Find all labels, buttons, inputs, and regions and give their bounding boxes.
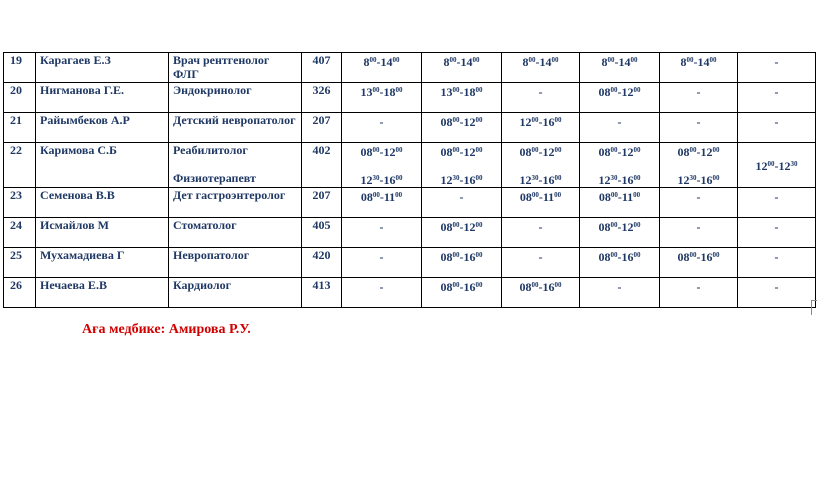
time-range	[380, 280, 384, 294]
doctor-name: Нигманова Г.Е.	[36, 83, 169, 113]
time-hours: -12	[459, 220, 476, 234]
time-minutes: 00	[554, 174, 562, 182]
time-minutes: 00	[610, 146, 618, 154]
time-range	[697, 280, 701, 294]
day-hours	[660, 113, 738, 143]
time-minutes: 00	[712, 174, 720, 182]
doctor-specialty: Кардиолог	[169, 278, 302, 308]
time-minutes: 00	[551, 56, 559, 64]
doctor-name: Нечаева Е.В	[36, 278, 169, 308]
time-hours: 08	[519, 145, 532, 159]
day-hours	[422, 248, 502, 278]
time-minutes: 00	[531, 146, 539, 154]
day-hours	[580, 248, 660, 278]
row-number: 23	[4, 188, 36, 218]
time-minutes: 00	[531, 116, 539, 124]
doctor-specialty: Дет гастроэнтеролог	[169, 188, 302, 218]
time-range	[697, 220, 701, 234]
day-hours	[660, 143, 738, 188]
time-range	[441, 220, 483, 234]
time-minutes: 00	[689, 251, 697, 259]
time-range	[346, 173, 417, 187]
time-hours: -	[379, 220, 384, 234]
time-range	[539, 250, 543, 264]
time-minutes: 00	[767, 160, 775, 168]
time-range	[441, 145, 483, 159]
doctor-specialty: Невропатолог	[169, 248, 302, 278]
time-minutes: 00	[531, 281, 539, 289]
time-minutes: 00	[369, 56, 377, 64]
room-number: 326	[302, 83, 342, 113]
time-hours: 12	[677, 173, 690, 187]
time-hours: 8	[363, 55, 370, 69]
time-hours: 08	[440, 250, 453, 264]
time-hours: 08	[598, 85, 611, 99]
time-minutes: 00	[610, 191, 618, 199]
time-minutes: 00	[633, 174, 641, 182]
time-hours: -	[774, 190, 779, 204]
table-row	[4, 218, 816, 248]
day-hours	[580, 53, 660, 83]
time-hours: -16	[538, 173, 555, 187]
day-hours	[422, 218, 502, 248]
day-hours	[738, 83, 816, 113]
time-range	[756, 159, 798, 173]
day-hours	[738, 143, 816, 188]
time-range	[775, 190, 779, 204]
time-range	[364, 55, 400, 69]
doctor-name: Мухамадиева Г	[36, 248, 169, 278]
time-range	[599, 190, 640, 204]
time-hours: -	[696, 220, 701, 234]
time-range	[697, 115, 701, 129]
day-hours	[660, 248, 738, 278]
time-minutes: 00	[392, 56, 400, 64]
day-hours	[580, 188, 660, 218]
time-hours: 08	[440, 280, 453, 294]
time-hours: -16	[459, 250, 476, 264]
time-hours: -	[774, 115, 779, 129]
time-minutes: 00	[472, 56, 480, 64]
time-hours: 12	[519, 173, 532, 187]
day-hours	[422, 83, 502, 113]
time-range	[441, 85, 483, 99]
time-range	[539, 220, 543, 234]
time-range	[441, 280, 483, 294]
time-hours: -	[774, 220, 779, 234]
doctor-name: Каримова С.Б	[36, 143, 169, 188]
table-row	[4, 248, 816, 278]
day-hours	[502, 278, 580, 308]
time-minutes: 00	[395, 174, 403, 182]
room-number: 402	[302, 143, 342, 188]
time-minutes: 30	[531, 174, 539, 182]
time-minutes: 00	[712, 251, 720, 259]
time-hours: -16	[617, 250, 634, 264]
day-hours	[502, 53, 580, 83]
time-range	[618, 115, 622, 129]
time-range	[520, 280, 562, 294]
room-number: 405	[302, 218, 342, 248]
time-range	[380, 220, 384, 234]
day-hours	[738, 53, 816, 83]
time-minutes: 00	[633, 86, 641, 94]
time-minutes: 00	[475, 251, 483, 259]
time-minutes: 30	[610, 174, 618, 182]
time-hours: 13	[440, 85, 453, 99]
time-minutes: 00	[709, 56, 717, 64]
row-number: 24	[4, 218, 36, 248]
day-hours	[502, 188, 580, 218]
time-hours: 08	[360, 145, 373, 159]
day-hours	[738, 248, 816, 278]
time-hours: -	[774, 280, 779, 294]
time-range	[361, 190, 402, 204]
time-range	[441, 250, 483, 264]
time-range	[584, 173, 655, 187]
time-range	[441, 115, 483, 129]
day-hours	[342, 278, 422, 308]
time-hours: -11	[617, 190, 634, 204]
room-number: 420	[302, 248, 342, 278]
time-hours: -16	[538, 280, 555, 294]
time-hours: -	[774, 250, 779, 264]
time-hours: -	[617, 280, 622, 294]
time-minutes: 00	[452, 86, 460, 94]
time-range	[775, 115, 779, 129]
day-hours	[422, 278, 502, 308]
room-number: 207	[302, 113, 342, 143]
time-hours: 08	[440, 115, 453, 129]
time-minutes: 00	[610, 221, 618, 229]
time-minutes: 00	[554, 281, 562, 289]
time-hours: -12	[774, 159, 791, 173]
time-range	[697, 85, 701, 99]
day-hours	[342, 143, 422, 188]
time-hours: -16	[617, 173, 634, 187]
time-hours: -	[696, 85, 701, 99]
day-hours	[580, 218, 660, 248]
row-number: 20	[4, 83, 36, 113]
time-range	[681, 55, 717, 69]
day-hours	[502, 113, 580, 143]
day-hours	[502, 83, 580, 113]
room-number: 407	[302, 53, 342, 83]
doctor-specialty: Врач рентгенолог ФЛГ	[169, 53, 302, 83]
time-hours: 08	[519, 190, 532, 204]
time-range	[775, 220, 779, 234]
day-hours	[660, 53, 738, 83]
time-minutes: 00	[633, 191, 641, 199]
time-hours: -18	[459, 85, 476, 99]
time-hours: -	[696, 115, 701, 129]
time-hours: 12	[360, 173, 373, 187]
time-hours: -16	[379, 173, 396, 187]
time-range	[380, 250, 384, 264]
time-hours: -	[696, 280, 701, 294]
time-minutes: 00	[395, 191, 403, 199]
schedule-table	[3, 52, 816, 308]
time-minutes: 30	[790, 160, 798, 168]
doctor-name: Исмайлов М	[36, 218, 169, 248]
time-minutes: 00	[610, 251, 618, 259]
time-minutes: 00	[475, 221, 483, 229]
day-hours	[502, 143, 580, 188]
time-hours: -16	[459, 173, 476, 187]
time-hours: 08	[360, 190, 373, 204]
time-hours: 12	[598, 173, 611, 187]
time-minutes: 00	[395, 146, 403, 154]
day-hours	[738, 188, 816, 218]
time-range	[539, 85, 543, 99]
time-range	[361, 145, 403, 159]
specialty-primary: Реабилитолог	[173, 143, 248, 157]
time-minutes: 00	[449, 56, 457, 64]
time-hours: -12	[379, 145, 396, 159]
time-minutes: 00	[372, 146, 380, 154]
time-hours: -14	[693, 55, 710, 69]
specialty-secondary: Физиотерапевт	[173, 171, 256, 185]
time-range	[523, 55, 559, 69]
time-hours: -18	[379, 85, 396, 99]
table-row	[4, 188, 816, 218]
time-hours: -	[379, 280, 384, 294]
time-range	[426, 173, 497, 187]
time-hours: -14	[535, 55, 552, 69]
time-range	[775, 280, 779, 294]
doctor-name: Райымбеков А.Р	[36, 113, 169, 143]
time-minutes: 00	[633, 221, 641, 229]
day-hours	[580, 278, 660, 308]
time-minutes: 00	[475, 281, 483, 289]
time-hours: -	[538, 220, 543, 234]
time-hours: 13	[360, 85, 373, 99]
time-hours: 8	[443, 55, 450, 69]
time-hours: -	[774, 55, 779, 69]
row-number: 26	[4, 278, 36, 308]
time-range	[520, 145, 562, 159]
time-hours: -	[538, 85, 543, 99]
time-minutes: 00	[633, 251, 641, 259]
doctor-specialty	[169, 143, 302, 188]
time-hours: -	[617, 115, 622, 129]
time-hours: 08	[677, 250, 690, 264]
time-minutes: 00	[554, 146, 562, 154]
time-range	[697, 190, 701, 204]
time-hours: -	[538, 250, 543, 264]
time-range	[599, 220, 641, 234]
time-hours: -14	[456, 55, 473, 69]
time-minutes: 00	[531, 191, 539, 199]
time-range	[678, 145, 720, 159]
time-minutes: 00	[554, 116, 562, 124]
day-hours	[660, 278, 738, 308]
time-hours: 08	[519, 280, 532, 294]
day-hours	[660, 83, 738, 113]
day-hours	[342, 113, 422, 143]
time-range	[618, 280, 622, 294]
head-nurse-signature: Аға медбике: Амирова Р.У.	[82, 322, 251, 337]
time-hours: 12	[519, 115, 532, 129]
time-hours: 08	[598, 190, 611, 204]
doctor-name: Карагаев Е.З	[36, 53, 169, 83]
time-hours: -11	[379, 190, 396, 204]
day-hours	[738, 278, 816, 308]
time-hours: -	[459, 190, 464, 204]
time-range	[460, 190, 464, 204]
time-minutes: 00	[475, 174, 483, 182]
time-hours: 08	[440, 145, 453, 159]
day-hours	[422, 113, 502, 143]
time-range	[664, 173, 733, 187]
time-minutes: 00	[607, 56, 615, 64]
day-hours	[502, 218, 580, 248]
day-hours	[660, 218, 738, 248]
time-minutes: 00	[712, 146, 720, 154]
day-hours	[342, 188, 422, 218]
day-hours	[580, 143, 660, 188]
day-hours	[342, 218, 422, 248]
room-number: 413	[302, 278, 342, 308]
time-hours: -12	[459, 145, 476, 159]
time-hours: 8	[680, 55, 687, 69]
day-hours	[422, 188, 502, 218]
row-number: 21	[4, 113, 36, 143]
time-range	[520, 115, 562, 129]
time-hours: 8	[601, 55, 608, 69]
time-minutes: 00	[630, 56, 638, 64]
doctor-specialty: Эндокринолог	[169, 83, 302, 113]
time-range	[599, 145, 641, 159]
time-hours: -16	[459, 280, 476, 294]
table-row	[4, 143, 816, 188]
time-range	[444, 55, 480, 69]
time-hours: -12	[617, 220, 634, 234]
time-range	[775, 250, 779, 264]
time-range	[506, 173, 575, 187]
time-range	[599, 250, 641, 264]
time-minutes: 00	[475, 116, 483, 124]
time-hours: -	[379, 115, 384, 129]
day-hours	[502, 248, 580, 278]
time-hours: 12	[440, 173, 453, 187]
time-hours: 08	[598, 220, 611, 234]
day-hours	[422, 143, 502, 188]
time-hours: -	[696, 190, 701, 204]
time-range	[602, 55, 638, 69]
room-number: 207	[302, 188, 342, 218]
time-hours: 8	[522, 55, 529, 69]
time-hours: 08	[677, 145, 690, 159]
doctor-specialty: Стоматолог	[169, 218, 302, 248]
doctor-specialty: Детский невропатолог	[169, 113, 302, 143]
time-minutes: 00	[689, 146, 697, 154]
time-minutes: 00	[633, 146, 641, 154]
time-minutes: 00	[452, 146, 460, 154]
table-row	[4, 278, 816, 308]
time-hours: -11	[538, 190, 555, 204]
time-minutes: 00	[395, 86, 403, 94]
day-hours	[342, 248, 422, 278]
time-minutes: 00	[610, 86, 618, 94]
time-hours: -16	[538, 115, 555, 129]
time-hours: -12	[617, 85, 634, 99]
row-number: 22	[4, 143, 36, 188]
time-range	[775, 85, 779, 99]
time-hours: -14	[376, 55, 393, 69]
time-minutes: 00	[372, 191, 380, 199]
time-hours: -16	[696, 173, 713, 187]
day-hours	[580, 113, 660, 143]
time-hours: -12	[459, 115, 476, 129]
time-hours: -	[774, 85, 779, 99]
time-hours: -12	[696, 145, 713, 159]
day-hours	[342, 83, 422, 113]
time-minutes: 30	[689, 174, 697, 182]
time-minutes: 30	[372, 174, 380, 182]
table-row	[4, 83, 816, 113]
table-row	[4, 53, 816, 83]
time-minutes: 00	[452, 221, 460, 229]
time-minutes: 30	[452, 174, 460, 182]
time-hours: -	[379, 250, 384, 264]
time-range	[520, 190, 561, 204]
time-hours: 08	[598, 145, 611, 159]
time-hours: 08	[598, 250, 611, 264]
time-hours: 08	[440, 220, 453, 234]
day-hours	[738, 218, 816, 248]
day-hours	[580, 83, 660, 113]
time-range	[599, 85, 641, 99]
table-edge-fragment	[811, 300, 817, 315]
row-number: 19	[4, 53, 36, 83]
time-minutes: 00	[528, 56, 536, 64]
table-row	[4, 113, 816, 143]
time-minutes: 00	[452, 251, 460, 259]
day-hours	[738, 113, 816, 143]
time-hours: 12	[755, 159, 768, 173]
time-minutes: 00	[554, 191, 562, 199]
time-hours: -12	[538, 145, 555, 159]
day-hours	[342, 53, 422, 83]
time-hours: -12	[617, 145, 634, 159]
time-hours: -14	[614, 55, 631, 69]
time-range	[380, 115, 384, 129]
doctor-name: Семенова В.В	[36, 188, 169, 218]
time-minutes: 00	[372, 86, 380, 94]
time-minutes: 00	[475, 146, 483, 154]
time-range	[361, 85, 403, 99]
day-hours	[660, 188, 738, 218]
time-minutes: 00	[452, 116, 460, 124]
time-minutes: 00	[475, 86, 483, 94]
time-minutes: 00	[452, 281, 460, 289]
time-range	[678, 250, 720, 264]
time-hours: -16	[696, 250, 713, 264]
day-hours	[422, 53, 502, 83]
row-number: 25	[4, 248, 36, 278]
time-range	[775, 55, 779, 69]
time-minutes: 00	[686, 56, 694, 64]
